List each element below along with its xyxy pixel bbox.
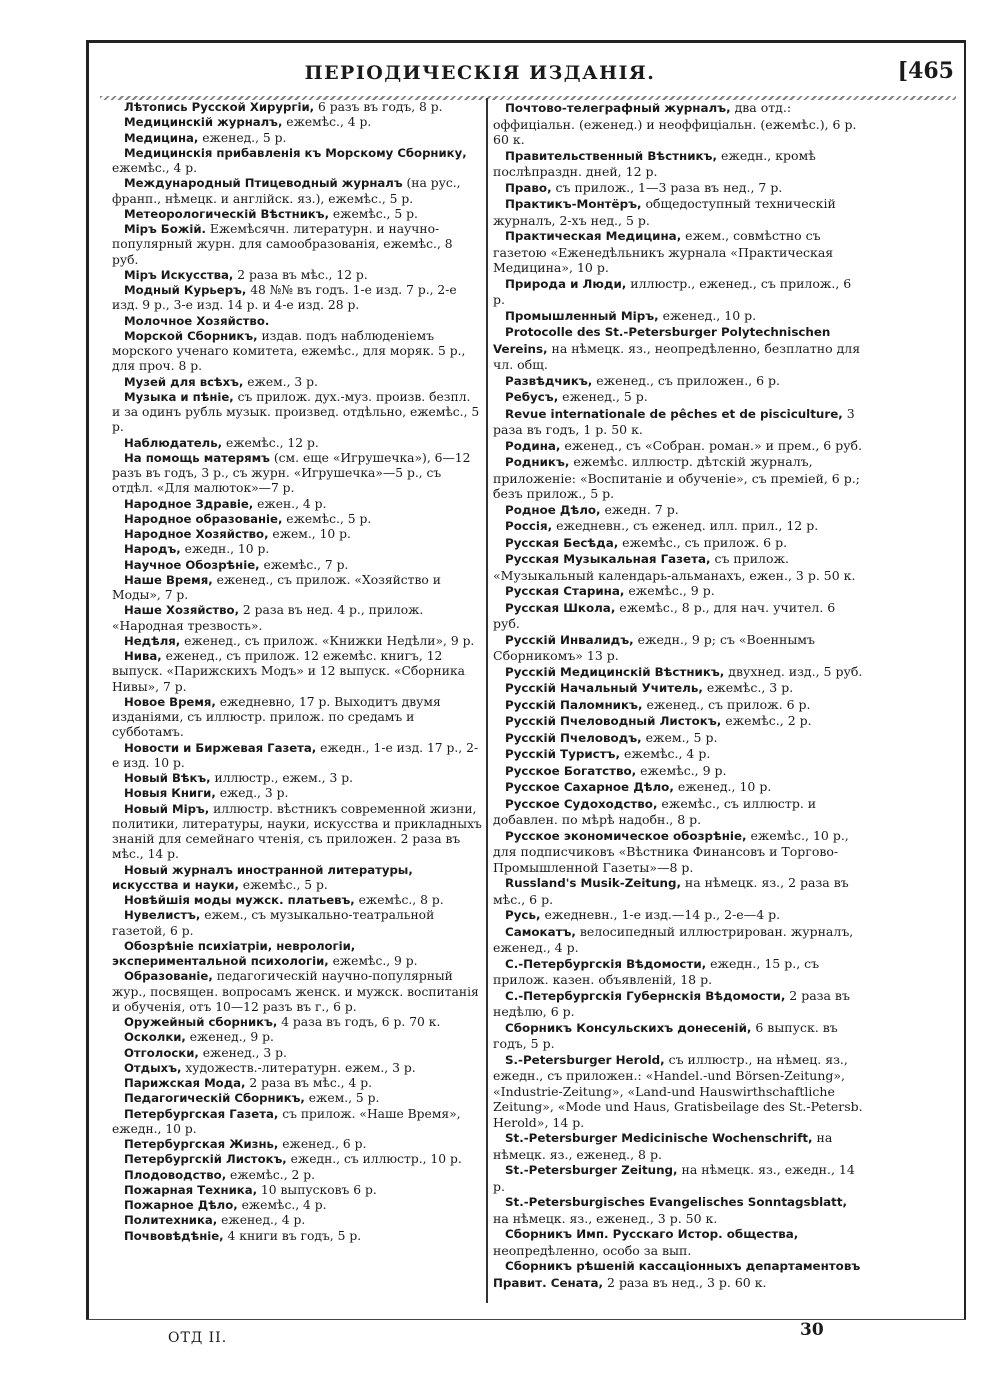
- entry-title: Народное образованіе,: [124, 511, 283, 526]
- entry-title: Медицинскій журналъ,: [124, 115, 283, 130]
- entry-details: 6 выпуск. въ годъ, 5 р.: [493, 1019, 838, 1051]
- entry-title: Русская Старина,: [505, 584, 625, 598]
- entry-title: Международный Птицеводный журналъ: [124, 176, 403, 191]
- footer-number: 30: [800, 1320, 824, 1340]
- entry-details: ежем., съ музыкально-театральной газетой, 6 р.: [112, 908, 435, 938]
- listing-entry: [112, 1152, 482, 1167]
- entry-details: еженед., 6 р.: [278, 1137, 367, 1151]
- entry-details: ежемѣс., 8 р., для нач. учител. 6 руб.: [493, 599, 836, 631]
- entry-title: Петербургская Газета,: [124, 1106, 279, 1121]
- entry-title: Новый Вѣкъ,: [124, 771, 211, 785]
- entry-title: Родникъ,: [505, 455, 570, 469]
- entry-details: ежемѣс., съ прилож. 6 р.: [618, 534, 788, 550]
- entry-details: ежемѣс., 3 р.: [702, 680, 794, 695]
- listing-entry: [112, 1046, 482, 1061]
- frame-top-rule: [86, 40, 966, 43]
- listing-entry: [493, 406, 865, 438]
- entry-details: 48 №№ въ годъ. 1-е изд. 7 р., 2-е изд. 9 р., 3-е изд. 14 р. и 4-е изд. 28 р.: [112, 283, 457, 313]
- listing-entry: [112, 512, 482, 527]
- listing-entry: [493, 875, 865, 907]
- listing-entry: [112, 1137, 482, 1152]
- listing-entry: [493, 1226, 865, 1258]
- listing-entry: [112, 146, 482, 177]
- entry-title: Недѣля,: [124, 633, 181, 648]
- entry-details: ежемѣс., 12 р.: [222, 435, 319, 450]
- listing-entry: [112, 573, 482, 604]
- entry-title: Русская Школа,: [505, 600, 616, 615]
- listing-entry: [112, 222, 482, 268]
- listing-entry: [493, 746, 865, 763]
- entry-title: Отдыхъ,: [124, 1060, 182, 1075]
- entry-details: ежемѣс., 4 р.: [237, 1198, 327, 1212]
- entry-title: Русское экономическое обозрѣніе,: [505, 828, 747, 843]
- entry-details: ежем., 3 р.: [243, 374, 318, 389]
- entry-details: ежедн., 15 р., съ прилож. казен. объявленій, 18 р.: [493, 955, 820, 987]
- listing-entry: [112, 329, 482, 375]
- listing-entry: [112, 969, 482, 1015]
- entry-details: еженед., съ прилож. «Хозяйство и Моды», 7 р.: [112, 572, 441, 602]
- listing-entry: [493, 308, 865, 325]
- frame-right-rule: [964, 40, 966, 1320]
- entry-title: Пожарное Дѣло,: [124, 1198, 238, 1212]
- entry-title: С.-Петербургскія Губернскія Вѣдомости,: [505, 988, 786, 1003]
- listing-entry: [112, 268, 482, 283]
- entry-details: еженед., съ прилож. «Книжки Недѣли», 9 р.: [180, 633, 475, 648]
- listing-entry: [112, 314, 482, 329]
- listing-entry: [112, 863, 482, 894]
- listing-entry: [112, 451, 482, 497]
- listing-entry: [112, 634, 482, 649]
- right-column: [493, 100, 865, 1291]
- entry-title: Сборникъ рѣшеній кассаціонныхъ департаментовъ Правит. Сената,: [493, 1259, 861, 1290]
- entry-details: ежемѣс., 9 р.: [624, 583, 715, 598]
- entry-title: Міръ Божій.: [124, 222, 206, 236]
- listing-entry: [493, 518, 865, 535]
- entry-title: Новое Время,: [124, 694, 216, 709]
- entry-title: Нива,: [124, 649, 162, 663]
- entry-details: 4 книги въ годъ, 5 р.: [223, 1228, 362, 1243]
- frame-bottom-rule: [86, 1319, 966, 1320]
- listing-entry: [493, 100, 865, 148]
- entry-title: Педагогическій Сборникъ,: [124, 1091, 305, 1106]
- entry-details: 2 раза въ мѣс., 12 р.: [233, 267, 368, 282]
- listing-entry: [493, 502, 865, 519]
- entry-details: (на рус., франп., нѣмецк. и англійск. яз.), ежемѣс., 5 р.: [112, 176, 461, 206]
- entry-title: Образованіе,: [124, 969, 213, 984]
- listing-entry: [493, 988, 865, 1020]
- entry-title: Право,: [505, 180, 552, 195]
- listing-entry: [493, 763, 865, 780]
- entry-details: 4 раза въ годъ, 6 р. 70 к.: [277, 1015, 441, 1029]
- entry-title: Обозрѣніе психіатріи, неврологіи, экспериментальной психологіи,: [112, 938, 356, 968]
- entry-title: Родина,: [505, 438, 561, 453]
- entry-title: Наше Хозяйство,: [124, 603, 240, 618]
- listing-entry: [112, 497, 482, 512]
- left-column: [112, 100, 482, 1244]
- page-title: ПЕРІОДИЧЕСКІЯ ИЗДАНІЯ.: [304, 62, 656, 84]
- entry-details: ежемѣс., 10 р., для подписчиковъ «Вѣстника Финансовъ и Торгово-Промышленной Газеты»—8 р.: [493, 827, 849, 875]
- listing-entry: [112, 695, 482, 741]
- listing-entry: [493, 1258, 865, 1291]
- entry-details: ежемѣс., 4 р.: [112, 161, 197, 175]
- entry-details: еженед., 4 р.: [217, 1213, 306, 1228]
- entry-title: Политехника,: [124, 1213, 218, 1228]
- entry-details: съ прилож., 1—3 раза въ нед., 7 р.: [551, 179, 783, 195]
- entry-details: на нѣмецк. яз., 2 раза въ мѣс., 6 р.: [493, 875, 849, 907]
- entry-title: Русскій Пчеловодъ,: [505, 730, 642, 745]
- listing-entry: [112, 115, 482, 130]
- listing-entry: [112, 603, 482, 634]
- entry-details: ежем., совмѣстно съ газетою «Еженедѣльникъ журнала «Практическая Медицина», 10 р.: [493, 228, 834, 275]
- entry-title: Сборникъ Консульскихъ донесеній,: [505, 1020, 752, 1035]
- listing-entry: [112, 649, 482, 695]
- listing-entry: [493, 454, 865, 502]
- page-number: [465: [897, 58, 954, 84]
- listing-entry: [112, 939, 482, 970]
- entry-title: Русское Судоходство,: [505, 796, 658, 811]
- listing-entry: [112, 176, 482, 207]
- entry-title: Народъ,: [124, 542, 181, 557]
- entry-title: С.-Петербургскія Вѣдомости,: [505, 956, 707, 971]
- listing-entry: [493, 551, 865, 583]
- entry-details: 3 раза въ годъ, 1 р. 50 к.: [493, 405, 855, 437]
- entry-title: Русь,: [505, 908, 541, 922]
- entry-title: Русскій Паломникъ,: [505, 697, 643, 712]
- listing-entry: [493, 535, 865, 552]
- listing-entry: [112, 100, 482, 115]
- listing-entry: [493, 600, 865, 632]
- entry-title: Revue internationale de pêches et de pisciculture,: [505, 406, 843, 421]
- entry-title: Практикъ-Монтёръ,: [505, 197, 642, 211]
- footer-section: ОТД II.: [168, 1330, 228, 1346]
- entry-details: ежем., 5 р.: [304, 1091, 380, 1106]
- entry-title: Русскій Начальный Учитель,: [505, 681, 703, 695]
- entry-details: еженед., 10 р.: [673, 779, 772, 794]
- entry-details: еженед., съ «Собран. роман.» и прем., 6 руб.: [560, 437, 863, 453]
- page-header: [100, 58, 960, 88]
- entry-details: ежемѣс., 2 р.: [721, 713, 812, 728]
- listing-entry: [112, 436, 482, 451]
- entry-details: съ прилож. «Музыкальный календарь-альманахъ, ежен., 3 р. 50 к.: [493, 551, 856, 583]
- entry-title: Медицина,: [124, 130, 199, 145]
- entry-title: Русская Музыкальная Газета,: [505, 552, 711, 566]
- entry-title: Новѣйшія моды мужск. платьевъ,: [124, 893, 355, 907]
- entry-title: Родное Дѣло,: [505, 502, 601, 517]
- entry-details: ежед., 3 р.: [215, 786, 289, 801]
- entry-details: ежем., 5 р.: [641, 729, 718, 745]
- listing-entry: [493, 324, 865, 373]
- entry-details: съ прилож. «Наше Время», ежедн., 10 р.: [112, 1106, 461, 1136]
- entry-title: Русскій Пчеловодный Листокъ,: [505, 714, 722, 728]
- entry-title: Новый Міръ,: [124, 801, 210, 816]
- listing-entry: [112, 1168, 482, 1183]
- entry-title: Осколки,: [124, 1030, 186, 1045]
- listing-entry: [112, 1091, 482, 1106]
- listing-entry: [112, 1183, 482, 1198]
- listing-entry: [493, 956, 865, 988]
- entry-details: 10 выпусковъ 6 р.: [257, 1182, 377, 1197]
- listing-entry: [112, 1229, 482, 1244]
- entry-title: Народное Здравіе,: [124, 496, 254, 511]
- entry-details: на нѣмецк. яз., неопредѣленно, безплатно для чл. общ.: [493, 340, 861, 372]
- listing-entry: [112, 283, 482, 314]
- entry-title: Отголоски,: [124, 1045, 199, 1060]
- entry-title: Почтово-телеграфный журналъ,: [505, 101, 731, 115]
- listing-entry: [493, 924, 865, 956]
- entry-details: на нѣмецк. яз., ежедн., 14 р.: [493, 1162, 855, 1194]
- entry-title: Новыя Книги,: [124, 786, 216, 801]
- entry-details: иллюстр., еженед., съ прилож., 6 р.: [493, 275, 852, 307]
- listing-entry: [112, 802, 482, 863]
- entry-details: 2 раза въ нед. 4 р., прилож. «Народная трезвость».: [112, 603, 424, 633]
- entry-title: Петербургскій Листокъ,: [124, 1152, 287, 1167]
- listing-entry: [112, 1076, 482, 1091]
- listing-entry: [112, 786, 482, 801]
- entry-details: ежемѣс., 5 р.: [329, 206, 418, 221]
- listing-entry: [493, 276, 865, 308]
- entry-details: еженед., 5 р.: [198, 130, 287, 145]
- entry-details: (см. еще «Игрушечка»), 6—12 разъ въ годъ, 3 р., съ журн. «Игрушечка»—5 р., съ отдѣл. «Для малюток»—7 р.: [112, 450, 471, 496]
- listing-entry: [493, 583, 865, 600]
- entry-title: На помощь матерямъ: [124, 450, 270, 465]
- entry-details: 2 раза въ мѣс., 4 р.: [245, 1076, 373, 1090]
- entry-details: еженед., 10 р.: [658, 307, 757, 323]
- entry-title: Лѣтопись Русской Хирургіи,: [124, 100, 315, 114]
- entry-details: 2 раза въ недѣлю, 6 р.: [493, 987, 850, 1019]
- entry-details: ежемѣс., 9 р.: [636, 762, 727, 778]
- listing-entry: [493, 373, 865, 390]
- entry-details: еженед., съ прилож. 12 ежемѣс. книгъ, 12 выпуск. «Парижскихъ Модъ» и 12 выпуск. «Сборника Нивы», 7 р.: [112, 649, 465, 694]
- listing-entry: [112, 1030, 482, 1045]
- entry-title: Молочное Хозяйство.: [124, 313, 270, 328]
- listing-entry: [112, 131, 482, 146]
- entry-details: ежедн., 9 р; съ «Военнымъ Сборникомъ» 13 р.: [493, 631, 815, 663]
- listing-entry: [112, 527, 482, 542]
- entry-title: Новый журналъ иностранной литературы, искусства и науки,: [112, 862, 413, 892]
- listing-entry: [493, 713, 865, 730]
- listing-entry: [112, 1107, 482, 1138]
- entry-title: Народное Хозяйство,: [124, 527, 269, 541]
- entry-title: Практическая Медицина,: [505, 229, 682, 243]
- entry-details: ежедн., 1-е изд. 17 р., 2-е изд. 10 р.: [112, 740, 479, 770]
- entry-title: Русская Бесѣда,: [505, 535, 619, 550]
- listing-entry: [493, 196, 865, 228]
- entry-details: педагогическій научно-популярный жур., посвящен. вопросамъ женск. и мужск. воспитанія и обученія, отъ 10—12 разъ въ г., 6 р.: [112, 969, 479, 1014]
- entry-details: 6 разъ въ годъ, 8 р.: [314, 100, 443, 114]
- entry-title: Правительственный Вѣстникъ,: [505, 148, 717, 163]
- entry-details: художеств.-литературн. ежем., 3 р.: [181, 1060, 416, 1075]
- entry-details: ежедневн., 1-е изд.—14 р., 2-е—4 р.: [540, 907, 781, 922]
- entry-title: Ребусъ,: [505, 390, 559, 404]
- entry-details: ежедн., съ иллюстр., 10 р.: [286, 1152, 462, 1167]
- entry-title: S.-Petersburger Herold,: [505, 1052, 665, 1067]
- entry-title: Петербургская Жизнь,: [124, 1137, 279, 1151]
- entry-title: Научное Обозрѣніе,: [124, 557, 260, 572]
- entry-title: Модный Курьеръ,: [124, 283, 247, 297]
- entry-details: съ прилож. дух.-муз. произв. безпл. и за одинъ рубль музык. произвед. отдѣльно, ежемѣс., 5 р.: [112, 389, 480, 435]
- entry-title: Морской Сборникъ,: [124, 328, 258, 343]
- listing-entry: [493, 1194, 865, 1226]
- listing-entry: [493, 907, 865, 924]
- entry-details: ежедневн., съ еженед. илл. прил., 12 р.: [552, 518, 819, 533]
- listing-entry: [493, 1052, 865, 1131]
- listing-entry: [493, 148, 865, 180]
- entry-details: общедоступный техническій журналъ, 2-хъ нед., 5 р.: [493, 196, 836, 228]
- entry-title: Почвовѣдѣніе,: [124, 1228, 224, 1243]
- entry-title: St.-Petersburger Zeitung,: [505, 1163, 678, 1177]
- entry-title: Самокатъ,: [505, 924, 576, 939]
- listing-entry: [493, 796, 865, 828]
- entry-details: еженед., 9 р.: [185, 1030, 274, 1045]
- listing-entry: [112, 1061, 482, 1076]
- entry-title: Музыка и пѣніе,: [124, 389, 234, 404]
- listing-entry: [112, 375, 482, 390]
- entry-title: Парижская Мода,: [124, 1076, 246, 1090]
- entry-details: еженед., 3 р.: [198, 1045, 287, 1060]
- entry-details: велосипедный иллюстрирован. журналъ, еженед., 4 р.: [493, 923, 854, 955]
- entry-title: Russland's Musik-Zeitung,: [505, 876, 681, 890]
- listing-entry: [493, 697, 865, 714]
- listing-entry: [493, 1130, 865, 1162]
- entry-title: Русскій Туристъ,: [505, 747, 620, 761]
- entry-details: на нѣмецк. яз., еженед., 3 р. 50 к.: [493, 1210, 718, 1226]
- entry-title: Міръ Искусства,: [124, 267, 234, 282]
- entry-title: Пожарная Техника,: [124, 1182, 258, 1197]
- listing-entry: [493, 730, 865, 747]
- entry-details: 2 раза въ нед., 3 р. 60 к.: [603, 1274, 767, 1290]
- entry-details: двухнед. изд., 5 руб.: [724, 663, 863, 679]
- entry-title: Нувелистъ,: [124, 908, 201, 923]
- entry-details: ежемѣс., съ иллюстр. и добавлен. по мѣрѣ надобн., 8 р.: [493, 795, 817, 827]
- entry-title: Русскій Инвалидъ,: [505, 632, 634, 647]
- entry-details: ежемѣс. иллюстр. дѣтскій журналъ, приложеніе: «Воспитаніе и обученіе», съ преміей, 6 р.; безъ прилож., 5 р.: [493, 454, 860, 501]
- listing-entry: [112, 741, 482, 772]
- entry-details: ежедн., кромѣ послѣпраздн. дней, 12 р.: [493, 147, 816, 179]
- listing-entry: [112, 771, 482, 786]
- entry-details: иллюстр., ежем., 3 р.: [210, 771, 353, 785]
- entry-title: Музей для всѣхъ,: [124, 374, 244, 389]
- entry-details: ежедневно, 17 р. Выходитъ двумя изданіями, съ иллюстр. прилож. по средамъ и субботамъ.: [112, 694, 441, 740]
- listing-entry: [493, 438, 865, 455]
- listing-entry: [493, 1162, 865, 1194]
- entry-title: Метеорологическій Вѣстникъ,: [124, 206, 329, 221]
- entry-details: иллюстр. вѣстникъ современной жизни, политики, литературы, науки, искусства и прикладныхъ знаній для семейнаго чтенія, съ приложен. 2 раза въ мѣс., 14 р.: [112, 801, 482, 862]
- entry-details: еженед., съ приложен., 6 р.: [592, 372, 781, 388]
- listing-entry: [112, 908, 482, 939]
- listing-entry: [112, 1015, 482, 1030]
- entry-details: ежемѣс., 2 р.: [226, 1167, 316, 1182]
- entry-details: ежемѣс., 5 р.: [238, 877, 328, 892]
- entry-details: ежем., 10 р.: [268, 527, 351, 541]
- listing-entry: [112, 558, 482, 573]
- listing-entry: [493, 664, 865, 681]
- listing-entry: [493, 828, 865, 876]
- listing-entry: [112, 1213, 482, 1228]
- entry-title: Оружейный сборникъ,: [124, 1015, 278, 1029]
- listing-entry: [493, 389, 865, 406]
- listing-entry: [112, 893, 482, 908]
- listing-entry: [493, 632, 865, 664]
- entry-title: Развѣдчикъ,: [505, 373, 593, 388]
- entry-details: на нѣмецк. яз., еженед., 8 р.: [493, 1130, 833, 1162]
- entry-details: еженед., съ прилож. 6 р.: [642, 696, 811, 712]
- entry-details: ежен., 4 р.: [253, 496, 327, 511]
- entry-title: Плодоводство,: [124, 1167, 227, 1182]
- entry-title: Русское Богатство,: [505, 763, 637, 778]
- column-divider: [486, 98, 488, 1303]
- entry-title: Медицинскія прибавленія къ Морскому Сборнику,: [124, 145, 467, 160]
- entry-details: ежемѣс., 5 р.: [282, 511, 372, 526]
- listing-entry: [112, 390, 482, 436]
- entry-title: Наше Время,: [124, 572, 213, 587]
- entry-details: ежедн., 10 р.: [180, 542, 270, 557]
- entry-title: St.-Petersburgisches Evangelisches Sonntagsblatt,: [505, 1195, 847, 1209]
- entry-title: St.-Petersburger Medicinische Wochenschrift,: [505, 1131, 813, 1145]
- entry-details: два отд.: оффиціальн. (еженед.) и неоффиціальн. (ежемѣс.), 6 р. 60 к.: [493, 100, 857, 147]
- entry-title: Природа и Люди,: [505, 276, 627, 291]
- entry-details: ежемѣс., 4 р.: [619, 746, 711, 761]
- entry-title: Русское Сахарное Дѣло,: [505, 780, 674, 794]
- listing-entry: [112, 542, 482, 557]
- entry-details: еженед., 5 р.: [558, 389, 648, 404]
- entry-details: съ иллюстр., на нѣмец. яз., ежедн., съ приложен.: «Handel.-und Börsen-Zeitung», «Industrie-Zeitung», «Land-und Hauswirthschaftliche Zeitung», «Mode und Haus, Gratisbeilage des St.-Petersb. Herold», 14 р.: [493, 1051, 863, 1130]
- entry-details: неопредѣленно, особо за вып.: [493, 1242, 692, 1258]
- entry-title: Protocolle des St.-Petersburger Polytechnischen Vereins,: [493, 325, 831, 356]
- entry-title: Наблюдатель,: [124, 435, 223, 450]
- entry-details: издав. подъ наблюденіемъ морского ученаго комитета, ежемѣс., для моряк. 5 р., для проч. 8 р.: [112, 328, 466, 374]
- entry-title: Русскій Медицинскій Вѣстникъ,: [505, 664, 725, 679]
- entry-title: Россія,: [505, 519, 553, 533]
- entry-title: Сборникъ Имп. Русскаго Истор. общества,: [505, 1227, 799, 1241]
- listing-entry: [493, 180, 865, 197]
- listing-entry: [493, 1020, 865, 1052]
- listing-entry: [493, 779, 865, 796]
- entry-details: ежемѣс., 8 р.: [354, 893, 444, 907]
- entry-details: ежемѣс., 9 р.: [328, 954, 418, 968]
- entry-details: ежемѣс., 7 р.: [259, 557, 349, 572]
- entry-details: ежедн. 7 р.: [600, 501, 679, 517]
- frame-left-rule: [86, 40, 89, 1320]
- entry-title: Промышленный Міръ,: [505, 308, 659, 323]
- entry-details: ежемѣс., 4 р.: [282, 115, 372, 130]
- listing-entry: [493, 228, 865, 276]
- entry-title: Новости и Биржевая Газета,: [124, 740, 317, 755]
- listing-entry: [112, 1198, 482, 1213]
- entry-details: Ежемѣсячн. литературн. и научно-популярный журн. для самообразованія, ежемѣс., 8 руб.: [112, 222, 453, 267]
- listing-entry: [112, 207, 482, 222]
- listing-entry: [493, 680, 865, 697]
